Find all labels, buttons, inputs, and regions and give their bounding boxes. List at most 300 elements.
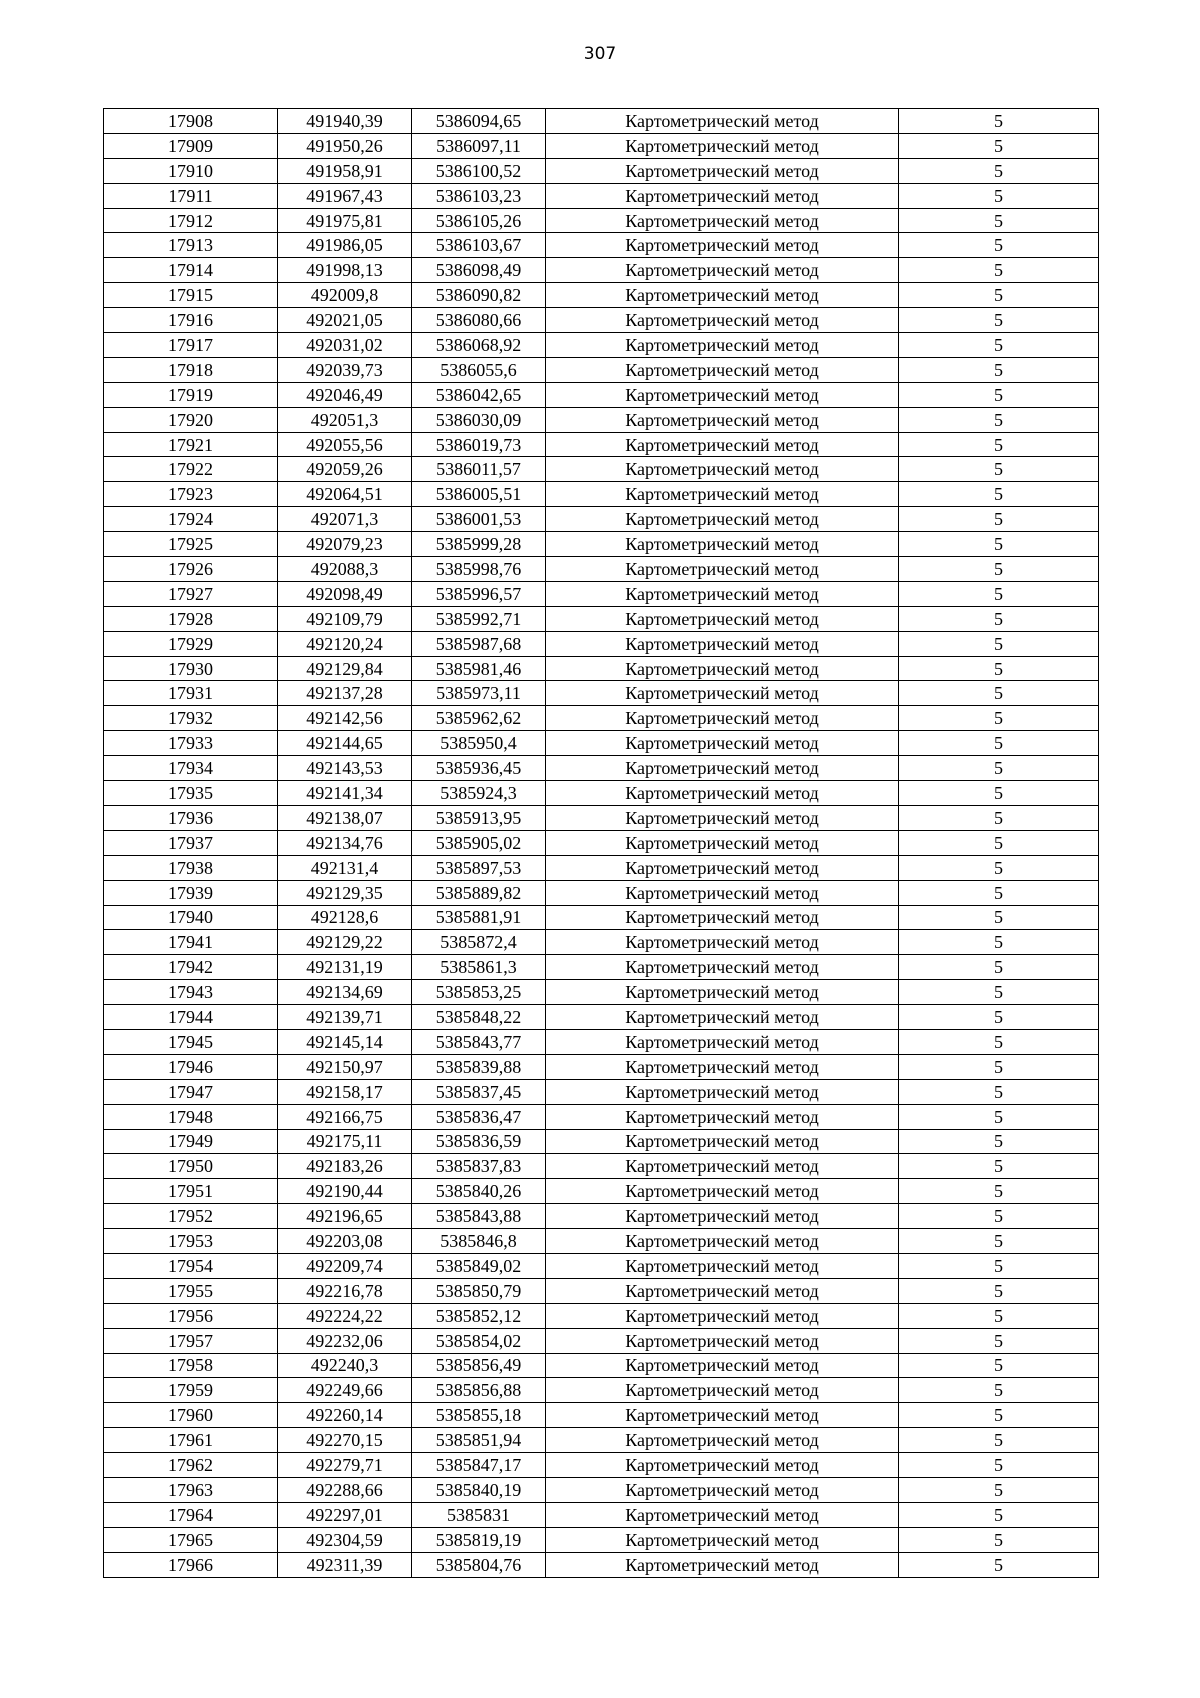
accuracy-cell: 5	[899, 1054, 1099, 1079]
y-coordinate-cell: 5385855,18	[412, 1403, 546, 1428]
x-coordinate-cell: 492039,73	[278, 357, 412, 382]
x-coordinate-cell: 492196,65	[278, 1204, 412, 1229]
table-row	[104, 158, 1099, 183]
method-cell: Картометрический метод	[546, 1079, 899, 1104]
method-cell: Картометрический метод	[546, 1229, 899, 1254]
accuracy-cell: 5	[899, 581, 1099, 606]
x-coordinate-cell: 492129,84	[278, 656, 412, 681]
table-row	[104, 1029, 1099, 1054]
accuracy-cell: 5	[899, 1278, 1099, 1303]
x-coordinate-cell: 492224,22	[278, 1303, 412, 1328]
y-coordinate-cell: 5385999,28	[412, 532, 546, 557]
method-cell: Картометрический метод	[546, 980, 899, 1005]
x-coordinate-cell: 492144,65	[278, 731, 412, 756]
x-coordinate-cell: 492046,49	[278, 382, 412, 407]
accuracy-cell: 5	[899, 432, 1099, 457]
y-coordinate-cell: 5385854,02	[412, 1328, 546, 1353]
method-cell: Картометрический метод	[546, 1403, 899, 1428]
y-coordinate-cell: 5385837,83	[412, 1154, 546, 1179]
point-number-cell: 17942	[104, 955, 278, 980]
x-coordinate-cell: 492128,6	[278, 905, 412, 930]
method-cell: Картометрический метод	[546, 407, 899, 432]
x-coordinate-cell: 492031,02	[278, 333, 412, 358]
y-coordinate-cell: 5385996,57	[412, 581, 546, 606]
method-cell: Картометрический метод	[546, 1154, 899, 1179]
x-coordinate-cell: 492190,44	[278, 1179, 412, 1204]
y-coordinate-cell: 5385998,76	[412, 557, 546, 582]
point-number-cell: 17953	[104, 1229, 278, 1254]
table-row	[104, 1353, 1099, 1378]
table-row	[104, 606, 1099, 631]
x-coordinate-cell: 492138,07	[278, 805, 412, 830]
table-row	[104, 581, 1099, 606]
table-row	[104, 283, 1099, 308]
method-cell: Картометрический метод	[546, 382, 899, 407]
table-row	[104, 830, 1099, 855]
table-row	[104, 1378, 1099, 1403]
method-cell: Картометрический метод	[546, 1378, 899, 1403]
method-cell: Картометрический метод	[546, 557, 899, 582]
method-cell: Картометрический метод	[546, 357, 899, 382]
method-cell: Картометрический метод	[546, 1477, 899, 1502]
y-coordinate-cell: 5385836,47	[412, 1104, 546, 1129]
x-coordinate-cell: 492297,01	[278, 1502, 412, 1527]
table-row	[104, 258, 1099, 283]
table-row	[104, 382, 1099, 407]
y-coordinate-cell: 5385913,95	[412, 805, 546, 830]
point-number-cell: 17925	[104, 532, 278, 557]
y-coordinate-cell: 5386001,53	[412, 507, 546, 532]
method-cell: Картометрический метод	[546, 333, 899, 358]
point-number-cell: 17931	[104, 681, 278, 706]
table-row	[104, 1328, 1099, 1353]
accuracy-cell: 5	[899, 1229, 1099, 1254]
accuracy-cell: 5	[899, 482, 1099, 507]
y-coordinate-cell: 5385962,62	[412, 706, 546, 731]
point-number-cell: 17955	[104, 1278, 278, 1303]
accuracy-cell: 5	[899, 855, 1099, 880]
x-coordinate-cell: 492021,05	[278, 308, 412, 333]
x-coordinate-cell: 492064,51	[278, 482, 412, 507]
x-coordinate-cell: 491975,81	[278, 208, 412, 233]
accuracy-cell: 5	[899, 905, 1099, 930]
table-row	[104, 532, 1099, 557]
x-coordinate-cell: 492109,79	[278, 606, 412, 631]
x-coordinate-cell: 491998,13	[278, 258, 412, 283]
point-number-cell: 17939	[104, 880, 278, 905]
point-number-cell: 17932	[104, 706, 278, 731]
accuracy-cell: 5	[899, 1029, 1099, 1054]
y-coordinate-cell: 5385872,4	[412, 930, 546, 955]
x-coordinate-cell: 492129,35	[278, 880, 412, 905]
table-row	[104, 407, 1099, 432]
table-row	[104, 1154, 1099, 1179]
point-number-cell: 17958	[104, 1353, 278, 1378]
table-row	[104, 980, 1099, 1005]
table-row	[104, 855, 1099, 880]
table-row	[104, 1079, 1099, 1104]
point-number-cell: 17943	[104, 980, 278, 1005]
method-cell: Картометрический метод	[546, 532, 899, 557]
method-cell: Картометрический метод	[546, 706, 899, 731]
point-number-cell: 17911	[104, 183, 278, 208]
method-cell: Картометрический метод	[546, 1253, 899, 1278]
x-coordinate-cell: 491958,91	[278, 158, 412, 183]
table-row	[104, 781, 1099, 806]
y-coordinate-cell: 5385924,3	[412, 781, 546, 806]
accuracy-cell: 5	[899, 781, 1099, 806]
table-row	[104, 109, 1099, 134]
accuracy-cell: 5	[899, 880, 1099, 905]
table-row	[104, 880, 1099, 905]
y-coordinate-cell: 5386094,65	[412, 109, 546, 134]
method-cell: Картометрический метод	[546, 1328, 899, 1353]
method-cell: Картометрический метод	[546, 109, 899, 134]
accuracy-cell: 5	[899, 930, 1099, 955]
table-row	[104, 805, 1099, 830]
method-cell: Картометрический метод	[546, 880, 899, 905]
table-row	[104, 681, 1099, 706]
accuracy-cell: 5	[899, 731, 1099, 756]
y-coordinate-cell: 5385992,71	[412, 606, 546, 631]
table-row	[104, 1428, 1099, 1453]
point-number-cell: 17962	[104, 1453, 278, 1478]
y-coordinate-cell: 5385861,3	[412, 955, 546, 980]
accuracy-cell: 5	[899, 457, 1099, 482]
point-number-cell: 17951	[104, 1179, 278, 1204]
table-row	[104, 557, 1099, 582]
accuracy-cell: 5	[899, 532, 1099, 557]
table-row	[104, 706, 1099, 731]
method-cell: Картометрический метод	[546, 1453, 899, 1478]
method-cell: Картометрический метод	[546, 507, 899, 532]
point-number-cell: 17933	[104, 731, 278, 756]
point-number-cell: 17921	[104, 432, 278, 457]
accuracy-cell: 5	[899, 1253, 1099, 1278]
point-number-cell: 17929	[104, 631, 278, 656]
method-cell: Картометрический метод	[546, 1204, 899, 1229]
table-row	[104, 507, 1099, 532]
accuracy-cell: 5	[899, 507, 1099, 532]
accuracy-cell: 5	[899, 1129, 1099, 1154]
y-coordinate-cell: 5385843,77	[412, 1029, 546, 1054]
accuracy-cell: 5	[899, 756, 1099, 781]
point-number-cell: 17924	[104, 507, 278, 532]
table-row	[104, 357, 1099, 382]
point-number-cell: 17961	[104, 1428, 278, 1453]
accuracy-cell: 5	[899, 407, 1099, 432]
y-coordinate-cell: 5385905,02	[412, 830, 546, 855]
x-coordinate-cell: 492249,66	[278, 1378, 412, 1403]
method-cell: Картометрический метод	[546, 631, 899, 656]
accuracy-cell: 5	[899, 830, 1099, 855]
y-coordinate-cell: 5385836,59	[412, 1129, 546, 1154]
y-coordinate-cell: 5386103,67	[412, 233, 546, 258]
method-cell: Картометрический метод	[546, 830, 899, 855]
table-row	[104, 432, 1099, 457]
method-cell: Картометрический метод	[546, 1104, 899, 1129]
method-cell: Картометрический метод	[546, 133, 899, 158]
point-number-cell: 17948	[104, 1104, 278, 1129]
method-cell: Картометрический метод	[546, 1303, 899, 1328]
point-number-cell: 17945	[104, 1029, 278, 1054]
x-coordinate-cell: 492009,8	[278, 283, 412, 308]
table-row	[104, 308, 1099, 333]
table-row	[104, 133, 1099, 158]
y-coordinate-cell: 5386097,11	[412, 133, 546, 158]
point-number-cell: 17923	[104, 482, 278, 507]
accuracy-cell: 5	[899, 656, 1099, 681]
accuracy-cell: 5	[899, 1328, 1099, 1353]
point-number-cell: 17936	[104, 805, 278, 830]
point-number-cell: 17915	[104, 283, 278, 308]
x-coordinate-cell: 492279,71	[278, 1453, 412, 1478]
x-coordinate-cell: 492158,17	[278, 1079, 412, 1104]
point-number-cell: 17909	[104, 133, 278, 158]
x-coordinate-cell: 492059,26	[278, 457, 412, 482]
y-coordinate-cell: 5385839,88	[412, 1054, 546, 1079]
accuracy-cell: 5	[899, 805, 1099, 830]
x-coordinate-cell: 492141,34	[278, 781, 412, 806]
accuracy-cell: 5	[899, 1204, 1099, 1229]
x-coordinate-cell: 492098,49	[278, 581, 412, 606]
accuracy-cell: 5	[899, 233, 1099, 258]
point-number-cell: 17957	[104, 1328, 278, 1353]
y-coordinate-cell: 5385897,53	[412, 855, 546, 880]
method-cell: Картометрический метод	[546, 1552, 899, 1577]
point-number-cell: 17927	[104, 581, 278, 606]
point-number-cell: 17920	[104, 407, 278, 432]
y-coordinate-cell: 5385804,76	[412, 1552, 546, 1577]
accuracy-cell: 5	[899, 133, 1099, 158]
x-coordinate-cell: 491967,43	[278, 183, 412, 208]
table-row	[104, 1502, 1099, 1527]
x-coordinate-cell: 492129,22	[278, 930, 412, 955]
method-cell: Картометрический метод	[546, 581, 899, 606]
accuracy-cell: 5	[899, 283, 1099, 308]
page-number: 307	[583, 44, 617, 64]
method-cell: Картометрический метод	[546, 208, 899, 233]
method-cell: Картометрический метод	[546, 482, 899, 507]
point-number-cell: 17965	[104, 1527, 278, 1552]
x-coordinate-cell: 491950,26	[278, 133, 412, 158]
method-cell: Картометрический метод	[546, 731, 899, 756]
y-coordinate-cell: 5385950,4	[412, 731, 546, 756]
point-number-cell: 17928	[104, 606, 278, 631]
point-number-cell: 17937	[104, 830, 278, 855]
accuracy-cell: 5	[899, 109, 1099, 134]
table-row	[104, 731, 1099, 756]
method-cell: Картометрический метод	[546, 308, 899, 333]
x-coordinate-cell: 492051,3	[278, 407, 412, 432]
table-row	[104, 955, 1099, 980]
x-coordinate-cell: 491940,39	[278, 109, 412, 134]
accuracy-cell: 5	[899, 1477, 1099, 1502]
accuracy-cell: 5	[899, 382, 1099, 407]
table-row	[104, 1253, 1099, 1278]
y-coordinate-cell: 5386080,66	[412, 308, 546, 333]
x-coordinate-cell: 492166,75	[278, 1104, 412, 1129]
accuracy-cell: 5	[899, 1303, 1099, 1328]
method-cell: Картометрический метод	[546, 681, 899, 706]
point-number-cell: 17917	[104, 333, 278, 358]
point-number-cell: 17956	[104, 1303, 278, 1328]
table-row	[104, 1204, 1099, 1229]
y-coordinate-cell: 5385848,22	[412, 1005, 546, 1030]
x-coordinate-cell: 492209,74	[278, 1253, 412, 1278]
y-coordinate-cell: 5385852,12	[412, 1303, 546, 1328]
y-coordinate-cell: 5385840,26	[412, 1179, 546, 1204]
table-row	[104, 1527, 1099, 1552]
y-coordinate-cell: 5386055,6	[412, 357, 546, 382]
x-coordinate-cell: 492270,15	[278, 1428, 412, 1453]
accuracy-cell: 5	[899, 606, 1099, 631]
x-coordinate-cell: 492139,71	[278, 1005, 412, 1030]
point-number-cell: 17916	[104, 308, 278, 333]
accuracy-cell: 5	[899, 1527, 1099, 1552]
y-coordinate-cell: 5385831	[412, 1502, 546, 1527]
y-coordinate-cell: 5385987,68	[412, 631, 546, 656]
method-cell: Картометрический метод	[546, 258, 899, 283]
y-coordinate-cell: 5386005,51	[412, 482, 546, 507]
accuracy-cell: 5	[899, 706, 1099, 731]
y-coordinate-cell: 5386068,92	[412, 333, 546, 358]
method-cell: Картометрический метод	[546, 805, 899, 830]
table-row	[104, 1303, 1099, 1328]
method-cell: Картометрический метод	[546, 1428, 899, 1453]
method-cell: Картометрический метод	[546, 930, 899, 955]
point-number-cell: 17941	[104, 930, 278, 955]
y-coordinate-cell: 5385840,19	[412, 1477, 546, 1502]
method-cell: Картометрический метод	[546, 756, 899, 781]
method-cell: Картометрический метод	[546, 1502, 899, 1527]
x-coordinate-cell: 492088,3	[278, 557, 412, 582]
table-row	[104, 656, 1099, 681]
point-number-cell: 17952	[104, 1204, 278, 1229]
y-coordinate-cell: 5385856,88	[412, 1378, 546, 1403]
point-number-cell: 17930	[104, 656, 278, 681]
accuracy-cell: 5	[899, 955, 1099, 980]
method-cell: Картометрический метод	[546, 1029, 899, 1054]
x-coordinate-cell: 492131,19	[278, 955, 412, 980]
method-cell: Картометрический метод	[546, 457, 899, 482]
point-number-cell: 17919	[104, 382, 278, 407]
point-number-cell: 17913	[104, 233, 278, 258]
method-cell: Картометрический метод	[546, 1527, 899, 1552]
accuracy-cell: 5	[899, 183, 1099, 208]
point-number-cell: 17947	[104, 1079, 278, 1104]
table-row	[104, 1104, 1099, 1129]
x-coordinate-cell: 492175,11	[278, 1129, 412, 1154]
point-number-cell: 17959	[104, 1378, 278, 1403]
accuracy-cell: 5	[899, 631, 1099, 656]
point-number-cell: 17908	[104, 109, 278, 134]
point-number-cell: 17940	[104, 905, 278, 930]
accuracy-cell: 5	[899, 1005, 1099, 1030]
x-coordinate-cell: 492120,24	[278, 631, 412, 656]
table-row	[104, 1453, 1099, 1478]
point-number-cell: 17912	[104, 208, 278, 233]
table-row	[104, 930, 1099, 955]
x-coordinate-cell: 492079,23	[278, 532, 412, 557]
method-cell: Картометрический метод	[546, 233, 899, 258]
table-row	[104, 905, 1099, 930]
accuracy-cell: 5	[899, 1104, 1099, 1129]
method-cell: Картометрический метод	[546, 1179, 899, 1204]
accuracy-cell: 5	[899, 1502, 1099, 1527]
table-row	[104, 756, 1099, 781]
x-coordinate-cell: 492143,53	[278, 756, 412, 781]
y-coordinate-cell: 5385936,45	[412, 756, 546, 781]
method-cell: Картометрический метод	[546, 1278, 899, 1303]
table-row	[104, 1278, 1099, 1303]
accuracy-cell: 5	[899, 308, 1099, 333]
accuracy-cell: 5	[899, 1453, 1099, 1478]
x-coordinate-cell: 492288,66	[278, 1477, 412, 1502]
y-coordinate-cell: 5385819,19	[412, 1527, 546, 1552]
point-number-cell: 17946	[104, 1054, 278, 1079]
method-cell: Картометрический метод	[546, 1129, 899, 1154]
method-cell: Картометрический метод	[546, 283, 899, 308]
x-coordinate-cell: 492071,3	[278, 507, 412, 532]
x-coordinate-cell: 492131,4	[278, 855, 412, 880]
x-coordinate-cell: 492203,08	[278, 1229, 412, 1254]
point-number-cell: 17960	[104, 1403, 278, 1428]
accuracy-cell: 5	[899, 158, 1099, 183]
y-coordinate-cell: 5386011,57	[412, 457, 546, 482]
table-row	[104, 1005, 1099, 1030]
point-number-cell: 17966	[104, 1552, 278, 1577]
method-cell: Картометрический метод	[546, 1054, 899, 1079]
y-coordinate-cell: 5385849,02	[412, 1253, 546, 1278]
table-row	[104, 183, 1099, 208]
accuracy-cell: 5	[899, 681, 1099, 706]
point-number-cell: 17910	[104, 158, 278, 183]
method-cell: Картометрический метод	[546, 606, 899, 631]
table-row	[104, 1054, 1099, 1079]
table-body	[104, 109, 1099, 1578]
method-cell: Картометрический метод	[546, 656, 899, 681]
method-cell: Картометрический метод	[546, 1353, 899, 1378]
method-cell: Картометрический метод	[546, 1005, 899, 1030]
x-coordinate-cell: 492311,39	[278, 1552, 412, 1577]
point-number-cell: 17918	[104, 357, 278, 382]
point-number-cell: 17922	[104, 457, 278, 482]
y-coordinate-cell: 5385850,79	[412, 1278, 546, 1303]
y-coordinate-cell: 5386019,73	[412, 432, 546, 457]
table-row	[104, 208, 1099, 233]
point-number-cell: 17926	[104, 557, 278, 582]
accuracy-cell: 5	[899, 980, 1099, 1005]
x-coordinate-cell: 492232,06	[278, 1328, 412, 1353]
table-row	[104, 457, 1099, 482]
x-coordinate-cell: 492216,78	[278, 1278, 412, 1303]
point-number-cell: 17938	[104, 855, 278, 880]
x-coordinate-cell: 492260,14	[278, 1403, 412, 1428]
accuracy-cell: 5	[899, 557, 1099, 582]
accuracy-cell: 5	[899, 1353, 1099, 1378]
point-number-cell: 17944	[104, 1005, 278, 1030]
accuracy-cell: 5	[899, 1179, 1099, 1204]
y-coordinate-cell: 5385881,91	[412, 905, 546, 930]
y-coordinate-cell: 5385853,25	[412, 980, 546, 1005]
y-coordinate-cell: 5386030,09	[412, 407, 546, 432]
accuracy-cell: 5	[899, 208, 1099, 233]
method-cell: Картометрический метод	[546, 781, 899, 806]
point-number-cell: 17964	[104, 1502, 278, 1527]
accuracy-cell: 5	[899, 1552, 1099, 1577]
x-coordinate-cell: 492134,69	[278, 980, 412, 1005]
